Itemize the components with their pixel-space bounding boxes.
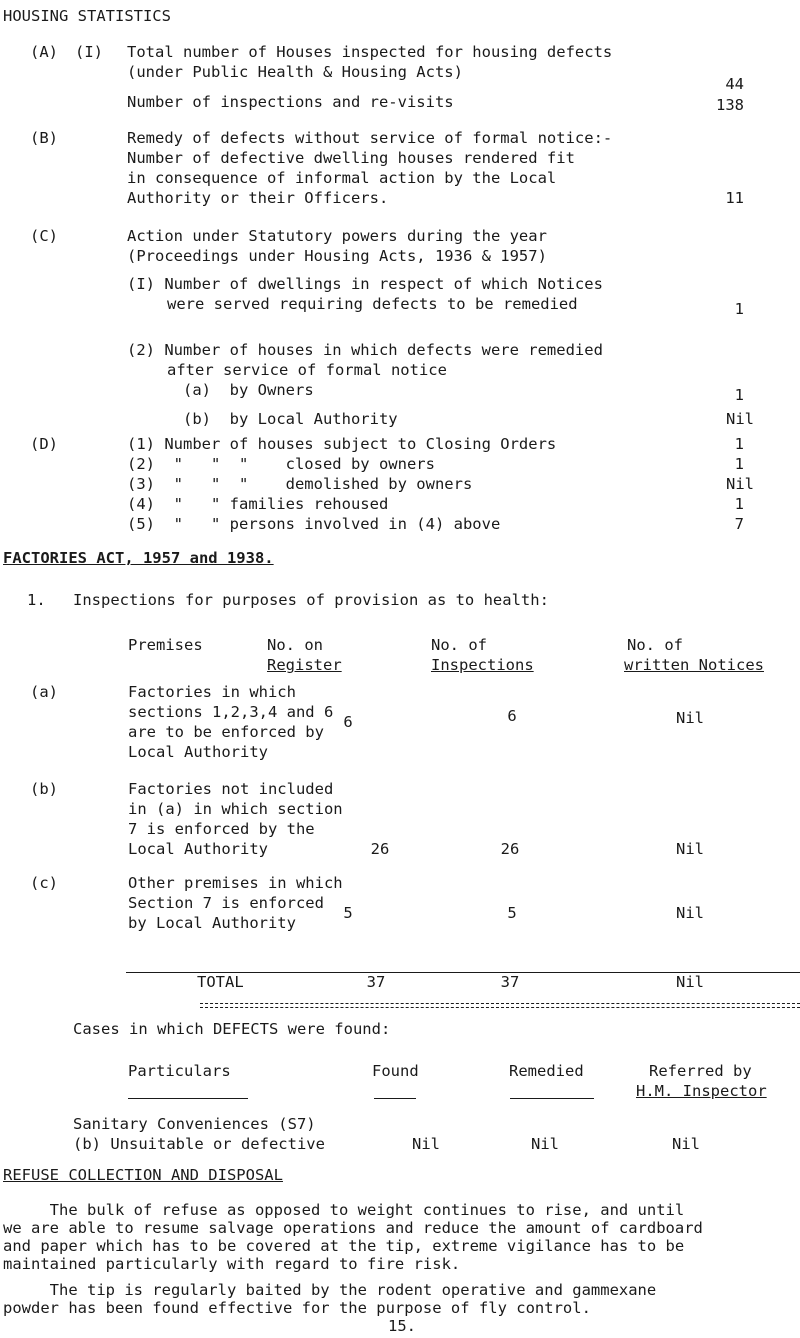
total-register: 37: [366, 973, 386, 991]
factory-row-register: 5: [343, 904, 353, 922]
section-d-row-label: (3) " " " demolished by owners: [127, 475, 473, 493]
factory-row-inspections: 26: [500, 840, 520, 858]
factory-row-line: Factories not included: [128, 780, 334, 798]
section-a-line2: (under Public Health & Housing Acts): [127, 63, 463, 81]
factory-row-line: sections 1,2,3,4 and 6: [128, 703, 334, 721]
refuse-para1-line: The bulk of refuse as opposed to weight continues to rise, and until: [3, 1201, 685, 1219]
section-d-row-value: 1: [734, 495, 744, 513]
col-inspections-header: No. of: [431, 636, 487, 654]
section-d-row-label: (5) " " persons involved in (4) above: [127, 515, 501, 533]
factory-row-line: are to be enforced by: [128, 723, 324, 741]
section-d-row-label: (4) " " families rehoused: [127, 495, 389, 513]
section-c-item2-line: (2) Number of houses in which defects were remedied: [127, 341, 603, 359]
total-inspections: 37: [500, 973, 520, 991]
section-b-value: 11: [725, 189, 744, 207]
defects-col-particulars: Particulars: [128, 1062, 231, 1080]
section-c-line: (Proceedings under Housing Acts, 1936 & 1957): [127, 247, 547, 265]
section-a-line3: Number of inspections and re-visits: [127, 93, 454, 111]
section-b-line: in consequence of informal action by the Local: [127, 169, 557, 187]
factory-row-line: Local Authority: [128, 840, 268, 858]
total-label: TOTAL: [197, 973, 244, 991]
defects-found-rule: [374, 1098, 416, 1099]
factory-row-line: by Local Authority: [128, 914, 296, 932]
total-notices: Nil: [676, 973, 704, 991]
section-c-letter: (C): [30, 227, 58, 245]
section-d-row-label: (1) Number of houses subject to Closing Orders: [127, 435, 557, 453]
section-d-row-value: Nil: [726, 475, 754, 493]
factory-row-line: in (a) in which section: [128, 800, 343, 818]
defects-particulars-rule: [128, 1098, 248, 1099]
factory-row-notices: Nil: [676, 840, 704, 858]
factory-row-line: 7 is enforced by the: [128, 820, 315, 838]
section-c-item2-line: after service of formal notice: [167, 361, 447, 379]
factory-row-letter: (c): [30, 874, 58, 892]
page-number: 15.: [388, 1317, 416, 1335]
section-d-row-value: 7: [734, 515, 744, 533]
col-notices-header: No. of: [627, 636, 683, 654]
section-d-row-label: (2) " " " closed by owners: [127, 455, 435, 473]
section-c-line: Action under Statutory powers during the year: [127, 227, 547, 245]
section-c-item1-line: (I) Number of dwellings in respect of which Notices: [127, 275, 603, 293]
defects-col-referred: Referred by: [649, 1062, 752, 1080]
section-b-letter: (B): [30, 129, 58, 147]
defects-remedied-rule: [510, 1098, 594, 1099]
page-heading: HOUSING STATISTICS: [3, 7, 171, 25]
col-inspections-header: Inspections: [431, 656, 534, 674]
col-register-header: Register: [267, 656, 342, 674]
section-b-line: Number of defective dwelling houses rendered fit: [127, 149, 575, 167]
factory-row-notices: Nil: [676, 709, 704, 727]
factory-row-inspections: 5: [507, 904, 517, 922]
total-double-rule: [200, 1003, 800, 1008]
section-a-value2: 138: [716, 96, 744, 114]
section-c-item1-line: were served requiring defects to be remedied: [167, 295, 578, 313]
refuse-para1-line: and paper which has to be covered at the tip, extreme vigilance has to be: [3, 1237, 685, 1255]
factory-row-line: Factories in which: [128, 683, 296, 701]
section-a-value1: 44: [725, 75, 744, 93]
factory-row-inspections: 6: [507, 707, 517, 725]
factory-row-line: Local Authority: [128, 743, 268, 761]
section-c-item1-value: 1: [734, 300, 744, 318]
col-register-header: No. on: [267, 636, 323, 654]
refuse-para2-line: powder has been found effective for the purpose of fly control.: [3, 1299, 591, 1317]
section-c-authority-value: Nil: [726, 410, 754, 428]
defects-referred-value: Nil: [672, 1135, 700, 1153]
section-a-sub: (I): [75, 43, 103, 61]
factory-row-letter: (a): [30, 683, 58, 701]
refuse-para2-line: The tip is regularly baited by the rodent operative and gammexane: [3, 1281, 657, 1299]
factory-row-line: Other premises in which: [128, 874, 343, 892]
defects-col-found: Found: [372, 1062, 419, 1080]
section-c-owners-label: (a) by Owners: [183, 381, 314, 399]
defects-col-referred: H.M. Inspector: [636, 1082, 767, 1100]
col-notices-header: written Notices: [624, 656, 764, 674]
defects-col-remedied: Remedied: [509, 1062, 584, 1080]
section-c-authority-label: (b) by Local Authority: [183, 410, 398, 428]
section-b-line: Remedy of defects without service of formal notice:-: [127, 129, 613, 147]
factory-row-notices: Nil: [676, 904, 704, 922]
section-d-row-value: 1: [734, 435, 744, 453]
section-d-row-value: 1: [734, 455, 744, 473]
defects-row-heading: Sanitary Conveniences (S7): [73, 1115, 316, 1133]
refuse-para1-line: we are able to resume salvage operations and reduce the amount of cardboard: [3, 1219, 703, 1237]
section-a-letter: (A): [30, 43, 58, 61]
factory-row-register: 26: [370, 840, 390, 858]
factories-heading: FACTORIES ACT, 1957 and 1938.: [3, 549, 274, 567]
factory-row-register: 6: [343, 713, 353, 731]
defects-intro: Cases in which DEFECTS were found:: [73, 1020, 391, 1038]
section-c-owners-value: 1: [734, 386, 744, 404]
section-d-letter: (D): [30, 435, 58, 453]
refuse-para1-line: maintained particularly with regard to fire risk.: [3, 1255, 461, 1273]
factory-row-line: Section 7 is enforced: [128, 894, 324, 912]
section-b-line: Authority or their Officers.: [127, 189, 389, 207]
defects-remedied-value: Nil: [531, 1135, 559, 1153]
factory-row-letter: (b): [30, 780, 58, 798]
defects-found-value: Nil: [412, 1135, 440, 1153]
col-premises-header: Premises: [128, 636, 203, 654]
section-a-line1: Total number of Houses inspected for housing defects: [127, 43, 613, 61]
refuse-heading: REFUSE COLLECTION AND DISPOSAL: [3, 1166, 283, 1184]
factories-item-number: 1.: [27, 591, 46, 609]
defects-row-label: (b) Unsuitable or defective: [73, 1135, 325, 1153]
factories-intro: Inspections for purposes of provision as to health:: [73, 591, 549, 609]
